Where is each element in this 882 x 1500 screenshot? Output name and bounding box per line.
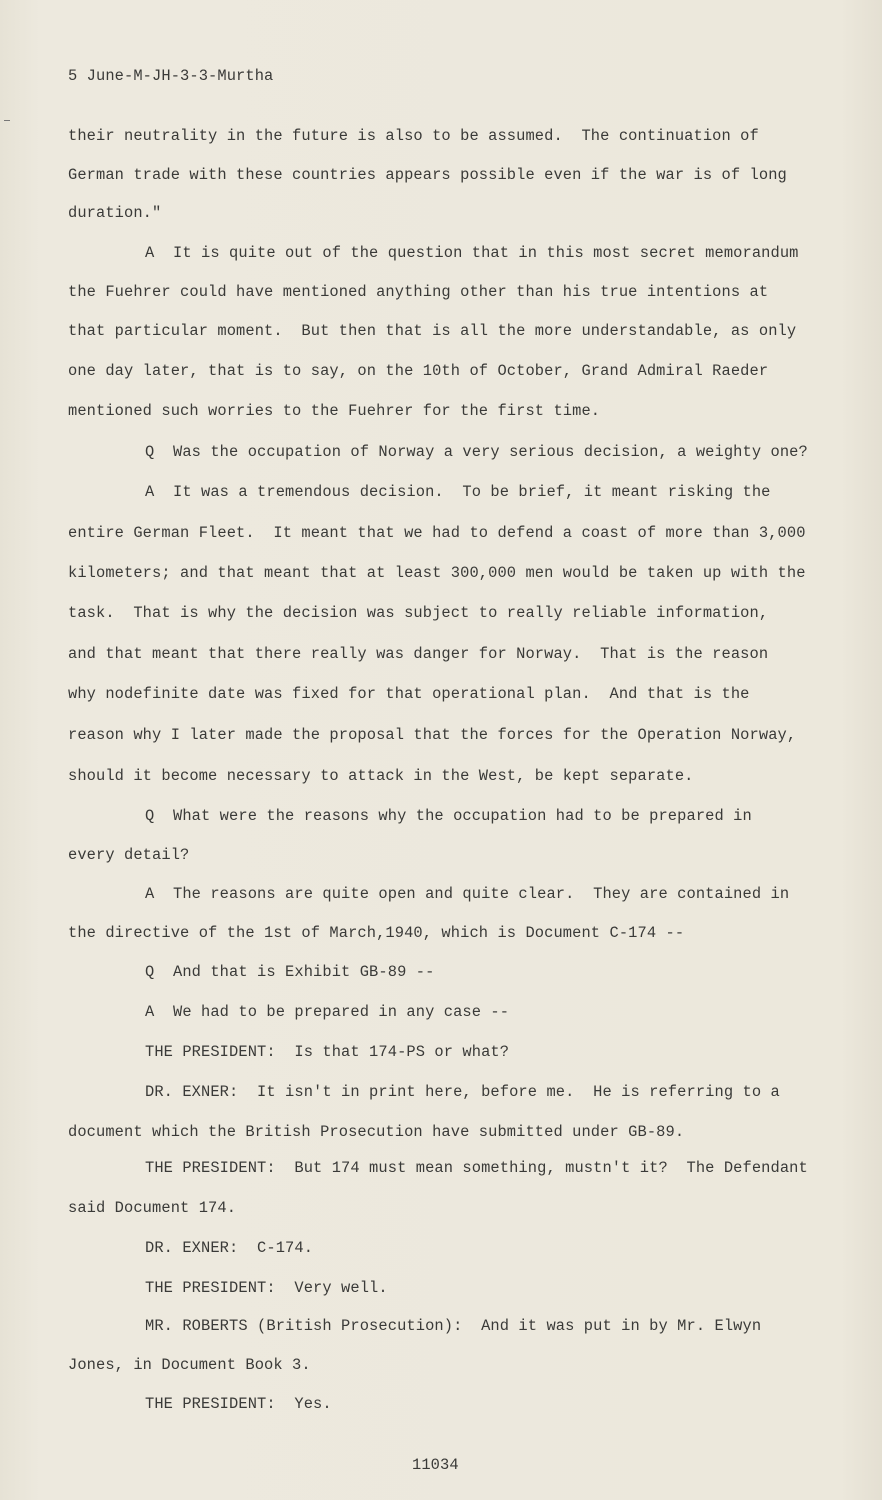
transcript-line: A It is quite out of the question that in this most secret memorandum	[145, 244, 799, 262]
transcript-line: that particular moment. But then that is all the more understandable, as only	[68, 322, 797, 340]
transcript-line: mentioned such worries to the Fuehrer for the first time.	[68, 402, 601, 420]
transcript-line: A The reasons are quite open and quite clear. They are contained in	[145, 885, 790, 903]
transcript-line: their neutrality in the future is also to be assumed. The continuation of	[68, 127, 759, 145]
transcript-line: A It was a tremendous decision. To be brief, it meant risking the	[145, 483, 771, 501]
transcript-line: A We had to be prepared in any case --	[145, 1003, 510, 1021]
transcript-line: said Document 174.	[68, 1199, 237, 1217]
transcript-line: the Fuehrer could have mentioned anything other than his true intentions at	[68, 283, 769, 301]
page-number: 11034	[412, 1456, 459, 1474]
transcript-line: Q What were the reasons why the occupation had to be prepared in	[145, 807, 752, 825]
transcript-line: Jones, in Document Book 3.	[68, 1356, 311, 1374]
transcript-line: and that meant that there really was danger for Norway. That is the reason	[68, 645, 769, 663]
transcript-line: kilometers; and that meant that at least 300,000 men would be taken up with the	[68, 564, 806, 582]
margin-mark	[4, 120, 10, 121]
page-header: 5 June-M-JH-3-3-Murtha	[68, 67, 274, 85]
transcript-line: THE PRESIDENT: But 174 must mean something, mustn't it? The Defendant	[145, 1159, 808, 1177]
transcript-line: every detail?	[68, 846, 190, 864]
transcript-line: DR. EXNER: It isn't in print here, before me. He is referring to a	[145, 1083, 780, 1101]
transcript-line: Q Was the occupation of Norway a very serious decision, a weighty one?	[145, 443, 808, 461]
transcript-line: one day later, that is to say, on the 10th of October, Grand Admiral Raeder	[68, 362, 769, 380]
transcript-line: THE PRESIDENT: Very well.	[145, 1279, 388, 1297]
transcript-line: DR. EXNER: C-174.	[145, 1239, 314, 1257]
transcript-line: duration."	[68, 204, 162, 222]
transcript-line: German trade with these countries appears possible even if the war is of long	[68, 166, 787, 184]
transcript-line: entire German Fleet. It meant that we had to defend a coast of more than 3,000	[68, 524, 806, 542]
transcript-line: the directive of the 1st of March,1940, which is Document C-174 --	[68, 924, 685, 942]
transcript-line: why nodefinite date was fixed for that operational plan. And that is the	[68, 685, 750, 703]
transcript-line: Q And that is Exhibit GB-89 --	[145, 963, 435, 981]
transcript-line: THE PRESIDENT: Yes.	[145, 1395, 332, 1413]
transcript-line: task. That is why the decision was subject to really reliable information,	[68, 604, 769, 622]
transcript-line: THE PRESIDENT: Is that 174-PS or what?	[145, 1043, 510, 1061]
transcript-line: reason why I later made the proposal that the forces for the Operation Norway,	[68, 726, 797, 744]
transcript-line: should it become necessary to attack in the West, be kept separate.	[68, 767, 694, 785]
transcript-line: MR. ROBERTS (British Prosecution): And it was put in by Mr. Elwyn	[145, 1317, 762, 1335]
transcript-line: document which the British Prosecution have submitted under GB-89.	[68, 1123, 685, 1141]
